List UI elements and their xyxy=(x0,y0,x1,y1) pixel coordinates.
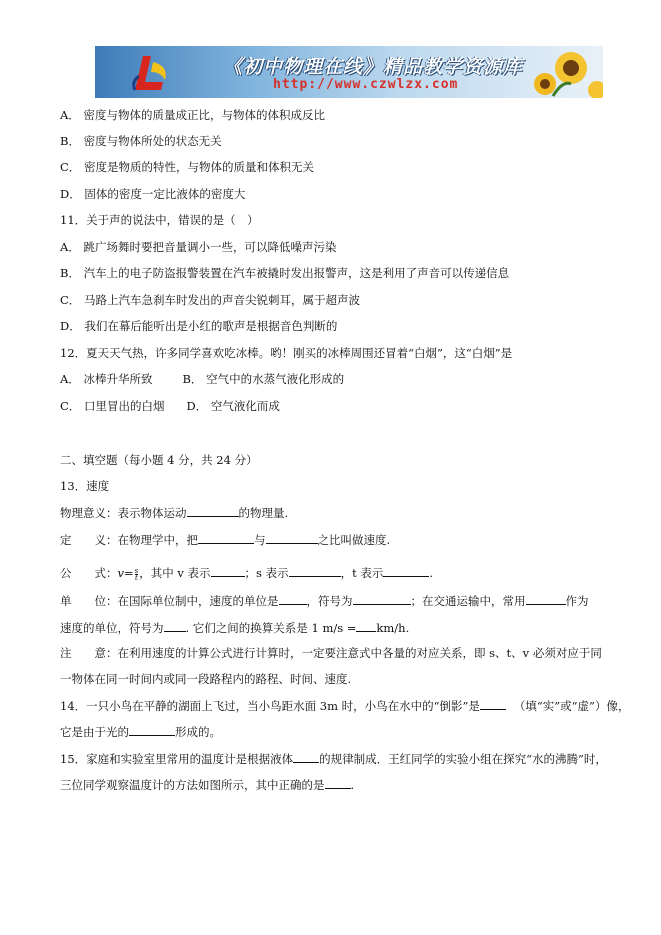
q12-option-a: A． 冰棒升华所致 xyxy=(60,372,153,386)
q13-blank-4[interactable] xyxy=(211,564,245,577)
q10-option-d: D． 固体的密度一定比液体的密度大 xyxy=(60,187,246,201)
q13-meaning: 物理意义：表示物体运动 的物理量. xyxy=(60,506,289,520)
q13-blank-8[interactable] xyxy=(353,592,411,605)
q10-option-c: C． 密度是物质的特性，与物体的质量和体积无关 xyxy=(60,160,314,174)
q14-blank-1[interactable] xyxy=(480,697,506,710)
q13-unit-line1: 单 位：在国际单位制中，速度的单位是 ，符号为 ；在交通运输中，常用 作为 xyxy=(60,594,589,608)
header-banner xyxy=(95,46,603,98)
q11-option-a: A． 跳广场舞时要把音量调小一些，可以降低噪声污染 xyxy=(60,240,337,254)
q11-option-b: B． 汽车上的电子防盗报警装置在汽车被撬时发出报警声，这是利用了声音可以传递信息 xyxy=(60,266,510,280)
q15-blank-2[interactable] xyxy=(325,776,351,789)
banner-title: 《初中物理在线》精品教学资源库 xyxy=(223,56,524,78)
q15-blank-1[interactable] xyxy=(293,750,319,763)
q15-line1: 15．家庭和实验室里常用的温度计是根据液体 的规律制成．王红同学的实验小组在探究“水的沸腾”时， xyxy=(60,752,607,766)
q13-blank-1[interactable] xyxy=(187,504,239,517)
q12-options-row1 xyxy=(60,371,344,387)
q13-blank-10[interactable] xyxy=(164,619,186,632)
q13-unit-line2: 速度的单位，符号为 . 它们之间的换算关系是 1 m/s = km/h. xyxy=(60,621,410,635)
q11-stem: 11．关于声的说法中，错误的是（ ） xyxy=(60,213,259,227)
q13-blank-9[interactable] xyxy=(526,592,566,605)
banner-url[interactable]: http://www.czwlzx.com xyxy=(273,77,459,92)
logo-icon xyxy=(129,52,173,94)
q13-definition: 定 义：在物理学中，把 与 之比叫做速度. xyxy=(60,533,391,547)
q12-option-c: C． 口里冒出的白烟 xyxy=(60,399,165,413)
q12-option-b: B． 空气中的水蒸气液化形成的 xyxy=(182,372,345,386)
q11-option-d: D． 我们在幕后能听出是小红的歌声是根据音色判断的 xyxy=(60,319,338,333)
q13-note-line2: 一物体在同一时间内或同一段路程内的路程、时间、速度. xyxy=(60,672,352,686)
q13-stem: 13．速度 xyxy=(60,479,110,493)
q14-line2: 它是由于光的 形成的。 xyxy=(60,725,221,739)
q13-blank-7[interactable] xyxy=(279,592,307,605)
q13-formula: 公 式：v= $\frac{s}{t}$ ，其中 v 表示 ；s 表示 ，t 表示 . xyxy=(60,566,434,582)
q13-blank-5[interactable] xyxy=(289,564,341,577)
q10-option-a: A． 密度与物体的质量成正比，与物体的体积成反比 xyxy=(60,108,325,122)
q15-line2: 三位同学观察温度计的方法如图所示，其中正确的是 . xyxy=(60,778,355,792)
q10-option-b: B． 密度与物体所处的状态无关 xyxy=(60,134,222,148)
speed-fraction: $\frac{s}{t}$ xyxy=(134,566,139,582)
q13-blank-3[interactable] xyxy=(266,531,318,544)
q14-line1: 14．一只小鸟在平静的湖面上飞过，当小鸟距水面 3m 时，小鸟在水中的“倒影”是 （填“实”或“虚”）像， xyxy=(60,699,630,713)
sunflower-icon xyxy=(523,46,603,98)
q12-stem: 12．夏天天气热，许多同学喜欢吃冰棒。哟！刚买的冰棒周围还冒着“白烟”，这“白烟”是 xyxy=(60,346,513,360)
q13-blank-6[interactable] xyxy=(383,564,429,577)
q13-blank-2[interactable] xyxy=(198,531,254,544)
section2-heading: 二、填空题（每小题 4 分，共 24 分） xyxy=(60,453,258,467)
q12-options-row2 xyxy=(60,398,280,414)
q13-blank-11[interactable] xyxy=(356,619,376,632)
q14-blank-2[interactable] xyxy=(129,723,175,736)
q11-option-c: C． 马路上汽车急刹车时发出的声音尖锐刺耳，属于超声波 xyxy=(60,293,360,307)
q13-note-line1: 注 意：在利用速度的计算公式进行计算时，一定要注意式中各量的对应关系，即 s、t、v 必须对应于同 xyxy=(60,646,602,660)
q12-option-d: D． 空气液化而成 xyxy=(186,399,280,413)
